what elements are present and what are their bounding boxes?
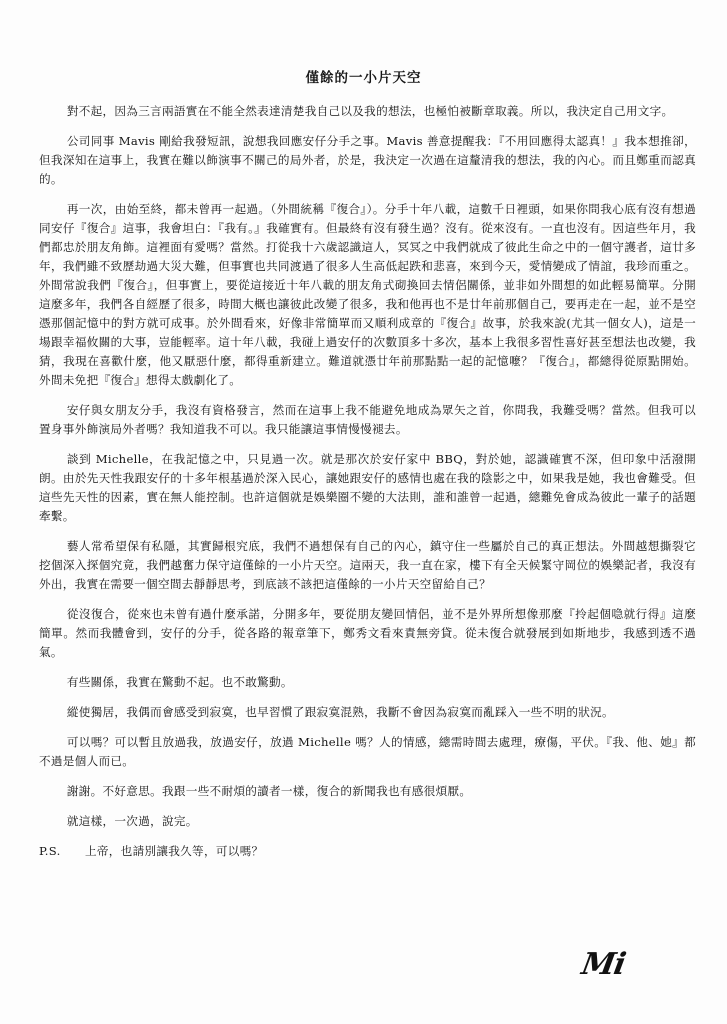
- paragraph-6: 藝人常希望保有私隱，其實歸根究底，我們不過想保有自己的內心，鎮守住一些屬於自己的真正想法。外間越想撕裂它挖個深入探個究竟，我們越奮力保守這僅餘的一小片天空。這兩天，我一直在家，樓下有全天候緊守岡位的娛樂記者，我沒有外出，我實在需要一個空間去靜靜思考，到底該不該把這僅餘的一小片天空留給自己？: [39, 539, 696, 591]
- postscript-text: 上帝，也請別讓我久等，可以嗎？: [85, 844, 264, 858]
- postscript: [39, 842, 696, 861]
- paragraph-12: 就這樣，一次過，說完。: [66, 814, 198, 828]
- letter-body: [39, 102, 696, 861]
- postscript-label: P.S.: [39, 844, 61, 858]
- paragraph-8: 有些關係，我實在驚動不起。也不敢驚動。: [66, 675, 293, 689]
- paragraph-4: 安仔與女朋友分手，我沒有資格發言，然而在這事上我不能避免地成為眾矢之首，你問我，我難受嗎？當然。但我可以置身事外飾演局外者嗎？我知道我不可以。我只能讓這事情慢慢褪去。: [39, 403, 696, 436]
- paragraph-2: 公司同事 Mavis 剛給我發短訊，說想我回應安仔分手之事。Mavis 善意提醒我：『不用回應得太認真！』我本想推卻，但我深知在這事上，我實在難以飾演事不關己的局外者，於是，我決定一次過在這釐清我的想法，我的內心。而且鄭重而認真的。: [39, 134, 696, 186]
- handwritten-signature: Mi: [578, 947, 628, 982]
- paragraph-9: 縱使獨居，我偶而會感受到寂寞，也早習慣了跟寂寞混熟，我斷不會因為寂寞而亂踩入一些不明的狀況。: [66, 705, 614, 719]
- paragraph-7: 從沒復合，從來也未曾有過什麼承諾，分開多年，要從朋友變回情侶，並不是外界所想像那麼『拎起個喼就行得』這麼簡單。然而我體會到，安仔的分手，從各路的報章筆下，鄭秀文看來責無旁貸。從未復合就發展到如斯地步，我感到透不過氣。: [39, 607, 696, 659]
- page-title: 僅餘的一小片天空: [305, 70, 422, 86]
- paragraph-10: 可以嗎？可以暫且放過我，放過安仔，放過 Michelle 嗎？人的情感，總需時間去處理，療傷，平伏。『我、他、她』都不過是個人而已。: [39, 735, 696, 768]
- paragraph-1: 對不起，因為三言兩語實在不能全然表達清楚我自己以及我的想法，也極怕被斷章取義。所以，我決定自己用文字。: [66, 104, 674, 118]
- paragraph-3: 再一次，由始至終，都未曾再一起過。（外間統稱『復合』）。分手十年八載，這數千日裡頭，如果你問我心底有沒有想過同安仔『復合』這事，我會坦白：『我有。』我確實有。但最終有沒有發生過？沒有。從來沒有。一直也沒有。因這些年月，我們都忠於朋友角飾。這裡面有愛嗎？當然。打從我十六歲認識這人，冥冥之中我們就成了彼此生命之中的一個守護者，這廿多年，我們雖不致歷劫過大災大難，但事實也共同渡過了很多人生高低起跌和悲喜，來到今天，愛情變成了情誼，我珍而重之。外間常說我們『復合』，但事實上，要從這接近十年八載的朋友角式砌換回去情侶關係，並非如外間想的如此輕易簡單。分開這麼多年，我們各自經歷了很多，時間大概也讓彼此改變了很多，我和他再也不是廿年前那個自己，要再走在一起，並不是空憑那個記憶中的對方就可成事。於外間看來，好像非常簡單而又順利成章的『復合』故事，於我來說(尤其一個女人)，這是一場跟幸福攸關的大事，豈能輕率。這十年八載，我碰上過安仔的次數頂多十多次，基本上我很多習性喜好甚至想法也改變，我猜，我現在喜歡什麼，他又厭惡什麼，都得重新建立。難道就憑廿年前那點點一起的記憶嚒？『復合』，都總得從原點開始。外間未免把『復合』想得太戲劇化了。: [39, 202, 696, 387]
- paragraph-5: 談到 Michelle，在我記憶之中，只見過一次。就是那次於安仔家中 BBQ，對於她，認識確實不深，但印象中活潑開朗。由於先天性我跟安仔的十多年根基過於深入民心，讓她跟安仔的感情也處在我的陰影之中，如果我是她，我也會難受。但這些先天性的因素，實在無人能控制。也許這個就是娛樂圈不變的大法則，誰和誰曾一起過，總難免會成為彼此一輩子的話題牽繫。: [39, 452, 696, 523]
- paragraph-11: 謝謝。不好意思。我跟一些不耐煩的讀者一樣，復合的新聞我也有感很煩厭。: [66, 784, 472, 798]
